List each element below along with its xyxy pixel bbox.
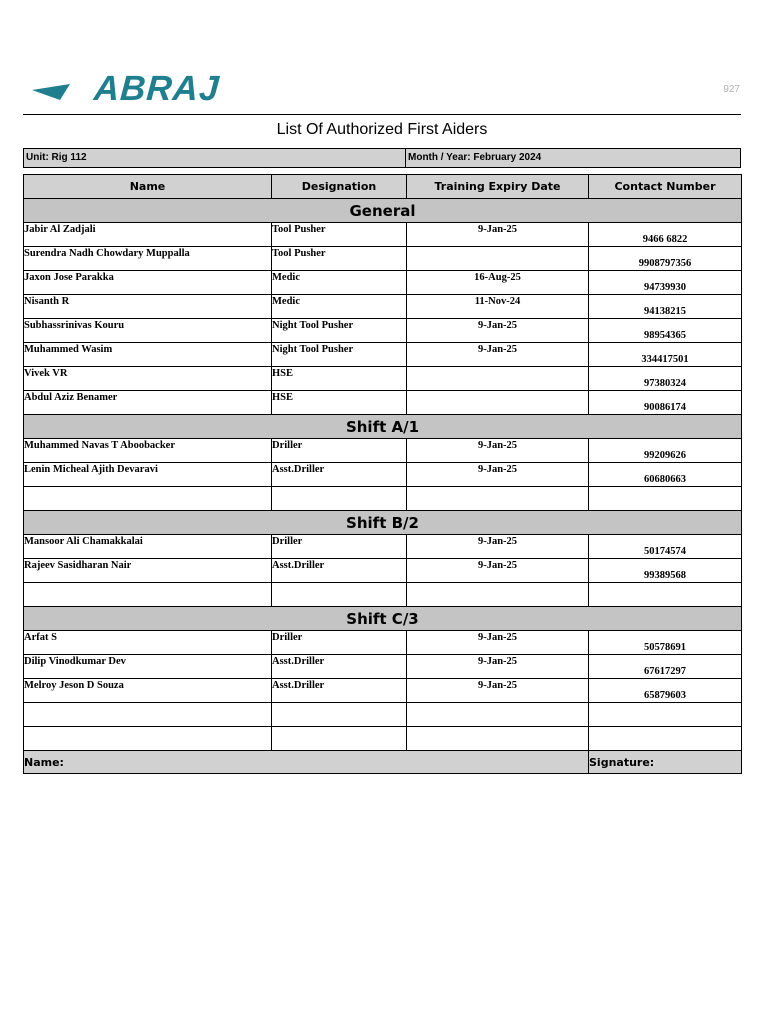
cell-name: Rajeev Sasidharan Nair: [24, 559, 272, 583]
table-row: [24, 223, 742, 247]
section-title: Shift C/3: [24, 607, 742, 631]
cell-designation: Asst.Driller: [272, 463, 407, 487]
cell-expiry-date: 9-Jan-25: [407, 319, 589, 343]
table-row: [24, 343, 742, 367]
cell-name: Nisanth R: [24, 295, 272, 319]
table-row: [24, 583, 742, 607]
cell-name: Abdul Aziz Benamer: [24, 391, 272, 415]
cell-designation: Driller: [272, 535, 407, 559]
cell-expiry-date: [407, 391, 589, 415]
table-row: [24, 295, 742, 319]
column-header-name: Name: [24, 175, 272, 199]
cell-contact-number: [589, 583, 742, 607]
cell-designation: Tool Pusher: [272, 223, 407, 247]
table-row: [24, 391, 742, 415]
cell-expiry-date: 9-Jan-25: [407, 679, 589, 703]
cell-designation: Medic: [272, 271, 407, 295]
cell-expiry-date: 9-Jan-25: [407, 223, 589, 247]
page-title: List Of Authorized First Aiders: [276, 121, 488, 138]
cell-contact-number: 334417501: [589, 343, 742, 367]
column-header-designation: Designation: [272, 175, 407, 199]
cell-contact-number: 94739930: [589, 271, 742, 295]
cell-expiry-date: [407, 703, 589, 727]
cell-expiry-date: [407, 727, 589, 751]
cell-designation: Driller: [272, 439, 407, 463]
section-header-row: [24, 607, 742, 631]
cell-designation: Driller: [272, 631, 407, 655]
column-header-contact: Contact Number: [589, 175, 742, 199]
cell-name: Subhassrinivas Kouru: [24, 319, 272, 343]
table-row: [24, 703, 742, 727]
cell-contact-number: 97380324: [589, 367, 742, 391]
section-header-row: [24, 511, 742, 535]
cell-contact-number: 60680663: [589, 463, 742, 487]
cell-contact-number: [589, 487, 742, 511]
table-header-row: [24, 175, 742, 199]
cell-name: [24, 727, 272, 751]
table-row: [24, 679, 742, 703]
month-year-label: Month / Year: February 2024: [408, 152, 542, 163]
cell-expiry-date: [407, 583, 589, 607]
cell-designation: Asst.Driller: [272, 655, 407, 679]
cell-name: Melroy Jeson D Souza: [24, 679, 272, 703]
cell-contact-number: 99209626: [589, 439, 742, 463]
cell-expiry-date: [407, 247, 589, 271]
cell-expiry-date: 9-Jan-25: [407, 631, 589, 655]
name-label: Name:: [24, 751, 589, 774]
cell-name: [24, 487, 272, 511]
cell-name: Jaxon Jose Parakka: [24, 271, 272, 295]
cell-designation: Asst.Driller: [272, 559, 407, 583]
signature-row: [24, 751, 742, 774]
table-row: [24, 271, 742, 295]
cell-designation: Medic: [272, 295, 407, 319]
cell-name: Muhammed Wasim: [24, 343, 272, 367]
unit-info-bar: [23, 148, 741, 168]
cell-name: [24, 583, 272, 607]
cell-designation: Night Tool Pusher: [272, 319, 407, 343]
cell-name: Jabir Al Zadjali: [24, 223, 272, 247]
section-title: General: [24, 199, 742, 223]
section-title: Shift A/1: [24, 415, 742, 439]
cell-expiry-date: 9-Jan-25: [407, 343, 589, 367]
cell-designation: Tool Pusher: [272, 247, 407, 271]
cell-designation: Night Tool Pusher: [272, 343, 407, 367]
table-row: [24, 463, 742, 487]
cell-expiry-date: 9-Jan-25: [407, 439, 589, 463]
section-title: Shift B/2: [24, 511, 742, 535]
logo-text: ABRAJ: [92, 69, 221, 108]
cell-contact-number: 65879603: [589, 679, 742, 703]
cell-name: Dilip Vinodkumar Dev: [24, 655, 272, 679]
cell-name: Arfat S: [24, 631, 272, 655]
table-row: [24, 631, 742, 655]
cell-contact-number: [589, 703, 742, 727]
abraj-logo: [30, 69, 230, 108]
signature-label: Signature:: [589, 751, 742, 774]
cell-contact-number: 9466 6822: [589, 223, 742, 247]
column-header-expiry: Training Expiry Date: [407, 175, 589, 199]
cell-designation: [272, 583, 407, 607]
cell-contact-number: 94138215: [589, 295, 742, 319]
cell-contact-number: 9908797356: [589, 247, 742, 271]
cell-name: [24, 703, 272, 727]
table-row: [24, 367, 742, 391]
cell-expiry-date: 16-Aug-25: [407, 271, 589, 295]
cell-name: Surendra Nadh Chowdary Muppalla: [24, 247, 272, 271]
logo-swoosh-icon: [30, 74, 100, 104]
cell-designation: HSE: [272, 391, 407, 415]
table-row: [24, 727, 742, 751]
cell-expiry-date: 9-Jan-25: [407, 559, 589, 583]
cell-name: Muhammed Navas T Aboobacker: [24, 439, 272, 463]
section-header-row: [24, 199, 742, 223]
table-row: [24, 535, 742, 559]
header-divider: [23, 114, 741, 115]
cell-designation: [272, 703, 407, 727]
table-row: [24, 439, 742, 463]
page-number: 927: [723, 84, 740, 95]
cell-contact-number: 67617297: [589, 655, 742, 679]
cell-expiry-date: 11-Nov-24: [407, 295, 589, 319]
cell-designation: [272, 487, 407, 511]
cell-designation: Asst.Driller: [272, 679, 407, 703]
cell-name: Mansoor Ali Chamakkalai: [24, 535, 272, 559]
cell-contact-number: 99389568: [589, 559, 742, 583]
unit-label: Unit: Rig 112: [24, 149, 406, 167]
table-row: [24, 655, 742, 679]
table-row: [24, 487, 742, 511]
cell-contact-number: [589, 727, 742, 751]
table-row: [24, 247, 742, 271]
table-row: [24, 319, 742, 343]
cell-expiry-date: [407, 487, 589, 511]
table-body: [24, 199, 742, 751]
first-aiders-table: [23, 174, 742, 774]
section-header-row: [24, 415, 742, 439]
cell-contact-number: 90086174: [589, 391, 742, 415]
cell-designation: [272, 727, 407, 751]
table-row: [24, 559, 742, 583]
cell-name: Vivek VR: [24, 367, 272, 391]
cell-expiry-date: [407, 367, 589, 391]
cell-expiry-date: 9-Jan-25: [407, 535, 589, 559]
cell-contact-number: 50174574: [589, 535, 742, 559]
cell-expiry-date: 9-Jan-25: [407, 463, 589, 487]
cell-expiry-date: 9-Jan-25: [407, 655, 589, 679]
cell-contact-number: 98954365: [589, 319, 742, 343]
cell-designation: HSE: [272, 367, 407, 391]
cell-name: Lenin Micheal Ajith Devaravi: [24, 463, 272, 487]
cell-contact-number: 50578691: [589, 631, 742, 655]
